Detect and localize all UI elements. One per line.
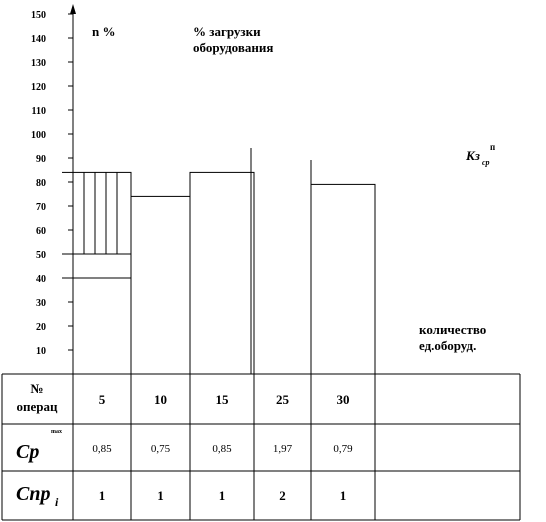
y-tick-label: 110 (31, 106, 46, 117)
y-axis-label: n % (92, 24, 116, 39)
y-tick-label: 20 (36, 322, 46, 333)
cell-cpr: 2 (279, 488, 286, 503)
bar-15 (190, 172, 254, 374)
svg-text:Cпр: Cпр (16, 483, 51, 505)
cell-cp: 0,79 (333, 443, 353, 455)
y-tick-label: 70 (36, 202, 46, 213)
cell-cp: 0,75 (150, 443, 171, 455)
y-tick-label: 60 (36, 226, 46, 237)
cell-cpr: 1 (157, 488, 164, 503)
y-tick-label: 50 (36, 250, 46, 261)
y-axis-arrow (70, 4, 76, 14)
y-tick-label: 90 (36, 154, 46, 165)
y-ticks (31, 10, 73, 357)
svg-text:п: п (490, 142, 496, 152)
y-tick-label: 120 (31, 82, 46, 93)
x-axis-label-line1: количество (419, 322, 487, 337)
data-table (2, 374, 520, 520)
table-row2-label (16, 429, 62, 463)
bar-5 (73, 172, 131, 374)
cell-cpr: 1 (98, 488, 106, 503)
avg-load-label (465, 142, 495, 167)
cell-cp: 0,85 (212, 443, 232, 455)
y-tick-label: 40 (36, 274, 46, 285)
y-tick-label: 30 (36, 298, 46, 309)
y-tick-label: 100 (31, 130, 46, 141)
svg-text:i: i (55, 495, 59, 509)
chart-title-line2: оборудования (193, 40, 274, 55)
table-row1-label-line1: № (30, 381, 44, 396)
cell-op: 10 (154, 392, 167, 407)
bar-10 (131, 196, 190, 374)
cell-op: 15 (215, 392, 229, 407)
y-tick-label: 140 (31, 34, 46, 45)
table-row1-label-line2: операц (16, 399, 58, 414)
y-tick-label: 150 (31, 10, 46, 21)
svg-text:max: max (51, 429, 62, 435)
cell-cp: 1,97 (272, 443, 293, 455)
table-row3-label (16, 483, 59, 509)
y-tick-label: 130 (31, 58, 46, 69)
y-tick-label: 80 (36, 178, 46, 189)
svg-text:ср: ср (482, 158, 490, 167)
cell-cpr: 1 (339, 488, 347, 503)
cell-cp: 0,85 (92, 443, 112, 455)
chart-title-line1: % загрузки (193, 24, 261, 39)
bar-30 (311, 184, 375, 374)
bars (62, 148, 375, 374)
x-axis-label-line2: ед.оборуд. (419, 338, 477, 353)
cell-op: 5 (98, 392, 106, 407)
y-tick-label: 10 (36, 346, 46, 357)
svg-text:Кз: Кз (466, 148, 480, 163)
cell-op: 30 (336, 392, 350, 407)
svg-text:Cp: Cp (16, 441, 40, 463)
cell-cpr: 1 (218, 488, 226, 503)
cell-op: 25 (276, 392, 289, 407)
